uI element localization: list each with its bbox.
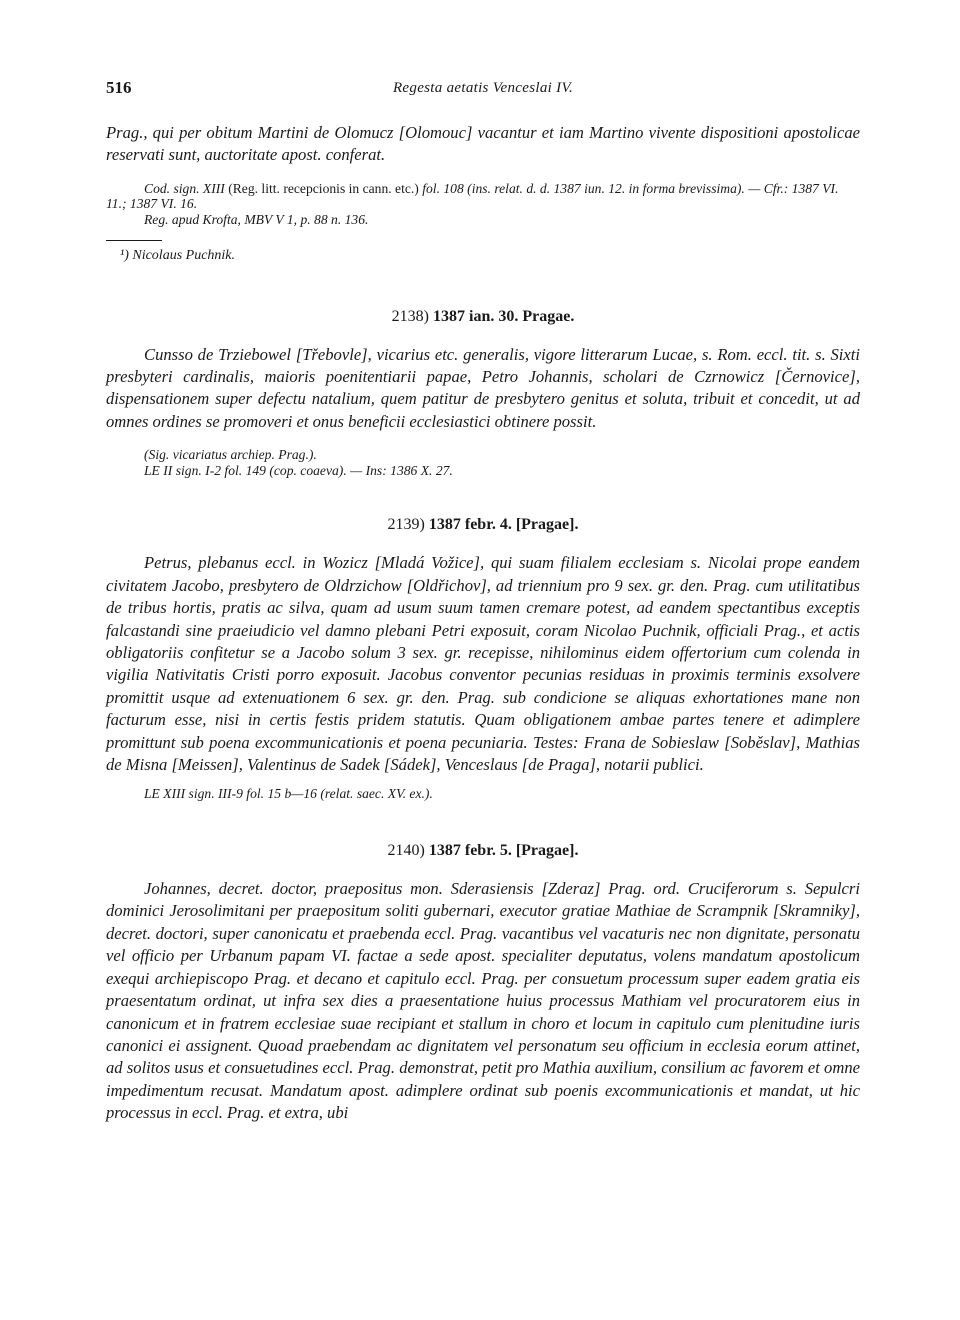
entry-text: Cunsso de Trziebowel [Třebovle], vicarius etc. generalis, vigore litterarum Lucae, s. Rom. eccl. tit. s. Sixti presbyteri cardinalis, maioris poenitentiarii papae, Petro Johannis, scholari de Czrnowicz [Černovice], dispensationem super defectu natalium, quem patitur de presbytero genitus et soluta, tribuit et concedit, ut ad omnes ordines se promoveri et onus beneficii ecclesiastici obtinere possit.: [106, 344, 860, 431]
source-note-part-a: Cod. sign. XIII: [144, 180, 225, 196]
entry-date: 1387 febr. 4. [Pragae].: [428, 516, 579, 534]
entry-number: 2140): [387, 842, 425, 860]
edition-note: Reg. apud Krofta, MBV V 1, p. 88 n. 136.: [144, 212, 369, 227]
entry-date: 1387 febr. 5. [Pragae].: [428, 842, 579, 860]
page-header: [106, 78, 860, 102]
entry-text: Johannes, decret. doctor, praepositus mon. Sderasiensis [Zderaz] Prag. ord. Cruciferorum s. Sepulcri dominici Jerosolimitani per praepositum soliti gubernari, executor gratiae Mathiae de Scrampnik [Skramniky], decret. doctori, super canonicatu et praebenda eccl. Prag. vacantibus vel vacaturis nec non dignitate, personatu vel officio per Urbanum papam VI. factae a sede apost. specialiter deputatus, volens mandatum apostolicum exequi archiepiscopo Prag. et decano et capitulo eccl. Prag. per consuetum processum super eadem gratia eis praesentatum ordinat, ut infra sex dies a praesentatione huius processus Mathiam vel procuratorem eius in canonicum et in fratrem ecclesiae suae recipiant et stallum in choro et locum in capitulo cum plenitudine iuris canonici ei assignent. Quoad praebendam ac dignitatem vel personatum seu officium in ecclesia eorum attinet, ad solitos usus et consuetudines eccl. Prag. demonstrat, petit pro Mathia auxilium, consilium ac favorem et omne impedimentum recusat. Mandatum apost. adimplere ordinat sub poenis excommunicationis et mandat, ut hic processus in eccl. Prag. et extra, ubi: [106, 879, 860, 1123]
entry-note: (Sig. vicariatus archiep. Prag.).: [144, 447, 317, 463]
source-note-part-b: (Reg. litt. recepcionis in cann. etc.): [224, 180, 423, 196]
source-note-part-c: fol. 108 (ins. relat. d. d. 1387 iun. 12. in forma brevissima). — Cfr.: 1387 VI. 11.; 1387 VI. 16.: [106, 180, 839, 212]
entry-date: 1387 ian. 30. Pragae.: [433, 307, 575, 325]
running-title: Regesta aetatis Venceslai IV.: [392, 80, 574, 96]
entry-number: 2138): [391, 307, 429, 325]
entry-number: 2139): [387, 516, 425, 534]
entry-heading: [106, 842, 860, 860]
entry-heading: [106, 516, 860, 534]
source-note: [106, 181, 860, 212]
entry-note: LE XIII sign. III-9 fol. 15 b—16 (relat. saec. XV. ex.).: [144, 786, 433, 802]
intro-paragraph: Prag., qui per obitum Martini de Olomucz [Olomouc] vacantur et iam Martino vivente dispositioni apostolicae reservati sunt, auctoritate apost. conferat.: [106, 123, 860, 165]
page-number: 516: [106, 78, 132, 97]
entry-heading: [106, 308, 860, 326]
page-content: [106, 122, 860, 1125]
footnote: ¹) Nicolaus Puchnik.: [120, 247, 236, 263]
entry-note: LE II sign. I-2 fol. 149 (cop. coaeva). — Ins: 1386 X. 27.: [144, 462, 453, 478]
entry-text: Petrus, plebanus eccl. in Wozicz [Mladá Vožice], qui suam filialem ecclesiam s. Nicolai prope eandem civitatem Jacobo, presbytero de Oldrzichow [Oldřichov], ad triennium pro 9 sex. gr. den. Prag. cum utilitatibus de tribus hortis, pratis ac silva, quam ad usum suum tamen cremare potest, ad eandem spectantibus exceptis falcastandi sine praeiudicio vel damno plebani Petri exposuit, coram Nicolao Puchnik, officiali Prag., et actis obligatoriis confitetur se a Jacobo solum 3 sex. gr. recepisse, nihilominus eidem offertorium cum colenda in vigilia Nativitatis Cristi porro exposuit. Jacobus conventor pecunias residuas in proximis terminis exsolvere promittit usque ad extenuationem 6 sex. gr. den. Prag. sub condicione se aliquas exhortationes mane non facturum esse, nisi in certis festis pridem statutis. Quam obligationem ambae partes tenere et adimplere promittunt sub poena excommunicationis et poena pecuniaria. Testes: Frana de Sobieslaw [Soběslav], Mathias de Misna [Meissen], Valentinus de Sadek [Sádek], Venceslaus [de Praga], notarii publici.: [106, 553, 860, 775]
footnote-rule: [106, 240, 162, 241]
